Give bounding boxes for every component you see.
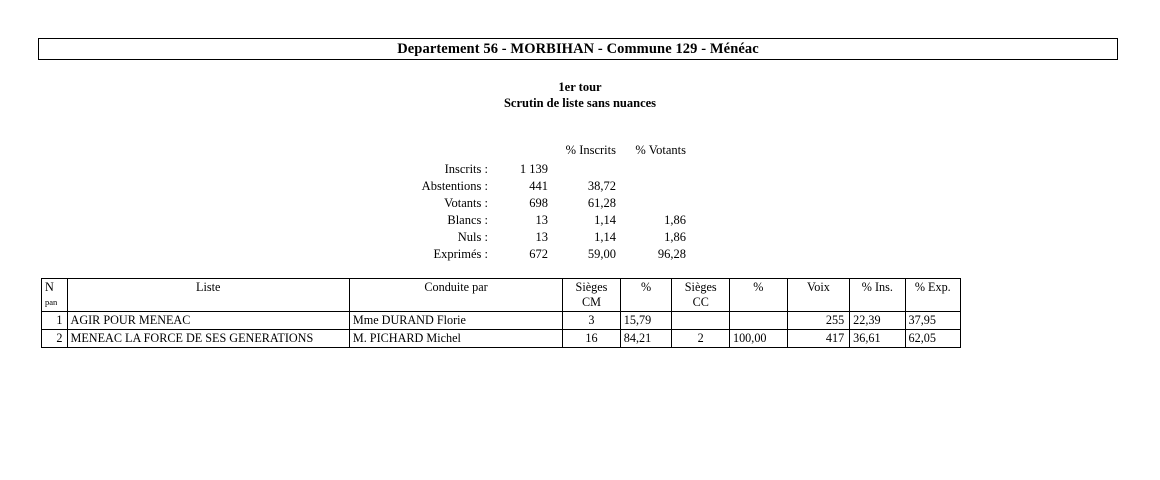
turnout-pct-inscrits: 59,00 xyxy=(587,247,616,261)
cell-sieges-cc xyxy=(672,312,730,330)
cell-liste: AGIR POUR MENEAC xyxy=(67,312,349,330)
column-header-pct-exp: % Exp. xyxy=(905,279,960,312)
round-subtitle: 1er tour xyxy=(558,80,602,94)
turnout-pct-votants xyxy=(624,195,690,212)
cell-voix: 255 xyxy=(787,312,850,330)
column-header-sieges-cm-main: Sièges xyxy=(575,280,608,294)
column-header-pct-ins: % Ins. xyxy=(850,279,905,312)
turnout-summary xyxy=(380,142,690,263)
turnout-pct-votants: 1,86 xyxy=(664,230,686,244)
column-header-pct-cc: % xyxy=(729,279,787,312)
cell-conduite-par: Mme DURAND Florie xyxy=(349,312,562,330)
turnout-row xyxy=(380,178,690,195)
turnout-header-pct-votants: % Votants xyxy=(635,143,686,157)
turnout-pct-votants xyxy=(624,161,690,178)
cell-pct-cm: 15,79 xyxy=(620,312,672,330)
turnout-pct-inscrits: 61,28 xyxy=(587,196,616,210)
column-header-sieges-cc xyxy=(672,279,730,312)
cell-sieges-cm: 16 xyxy=(563,330,621,348)
turnout-pct-votants: 96,28 xyxy=(657,247,686,261)
cell-sieges-cc: 2 xyxy=(672,330,730,348)
column-header-sieges-cm-sub: CM xyxy=(581,295,601,309)
table-row xyxy=(42,312,961,330)
results-table xyxy=(41,278,961,348)
cell-npan: 1 xyxy=(42,312,68,330)
turnout-row xyxy=(380,212,690,229)
column-header-sieges-cc-sub: CC xyxy=(692,295,709,309)
column-header-sieges-cc-main: Sièges xyxy=(684,280,717,294)
column-header-liste: Liste xyxy=(67,279,349,312)
turnout-header-count xyxy=(494,142,550,161)
cell-pct-ins: 36,61 xyxy=(850,330,905,348)
cell-pct-exp: 62,05 xyxy=(905,330,960,348)
ballot-type-subtitle: Scrutin de liste sans nuances xyxy=(503,96,657,110)
column-header-voix: Voix xyxy=(787,279,850,312)
column-header-npan-main: N xyxy=(45,280,54,294)
column-header-npan-sub: pan xyxy=(45,297,58,307)
turnout-pct-inscrits xyxy=(550,161,624,178)
turnout-count: 441 xyxy=(529,179,548,193)
turnout-table xyxy=(380,142,690,263)
table-row xyxy=(42,330,961,348)
turnout-row xyxy=(380,161,690,178)
turnout-pct-votants: 1,86 xyxy=(664,213,686,227)
column-header-npan xyxy=(42,279,68,312)
cell-pct-cm: 84,21 xyxy=(620,330,672,348)
turnout-pct-inscrits: 1,14 xyxy=(594,213,616,227)
turnout-pct-inscrits: 1,14 xyxy=(594,230,616,244)
turnout-count: 672 xyxy=(529,247,548,261)
turnout-label: Nuls : xyxy=(457,230,488,244)
turnout-header-pct-inscrits: % Inscrits xyxy=(565,143,616,157)
cell-voix: 417 xyxy=(787,330,850,348)
cell-sieges-cm: 3 xyxy=(563,312,621,330)
turnout-count: 1 139 xyxy=(519,162,548,176)
cell-npan: 2 xyxy=(42,330,68,348)
cell-pct-cc xyxy=(729,312,787,330)
column-header-pct-cm: % xyxy=(620,279,672,312)
cell-pct-cc: 100,00 xyxy=(729,330,787,348)
turnout-row xyxy=(380,246,690,263)
turnout-pct-inscrits: 38,72 xyxy=(587,179,616,193)
turnout-pct-votants xyxy=(624,178,690,195)
cell-liste: MENEAC LA FORCE DE SES GENERATIONS xyxy=(67,330,349,348)
turnout-count: 13 xyxy=(535,230,548,244)
results-header-row xyxy=(42,279,961,312)
turnout-label: Exprimés : xyxy=(433,247,488,261)
turnout-row xyxy=(380,195,690,212)
turnout-row xyxy=(380,229,690,246)
cell-conduite-par: M. PICHARD Michel xyxy=(349,330,562,348)
page-title: Departement 56 - MORBIHAN - Commune 129 - Ménéac xyxy=(38,38,1118,60)
turnout-label: Blancs : xyxy=(447,213,488,227)
turnout-label: Inscrits : xyxy=(444,162,488,176)
column-header-sieges-cm xyxy=(563,279,621,312)
turnout-header-row xyxy=(380,142,690,161)
turnout-label: Abstentions : xyxy=(421,179,488,193)
column-header-conduite-par: Conduite par xyxy=(349,279,562,312)
cell-pct-exp: 37,95 xyxy=(905,312,960,330)
turnout-header-blank xyxy=(380,142,494,161)
turnout-count: 698 xyxy=(529,196,548,210)
turnout-label: Votants : xyxy=(444,196,488,210)
turnout-count: 13 xyxy=(535,213,548,227)
cell-pct-ins: 22,39 xyxy=(850,312,905,330)
